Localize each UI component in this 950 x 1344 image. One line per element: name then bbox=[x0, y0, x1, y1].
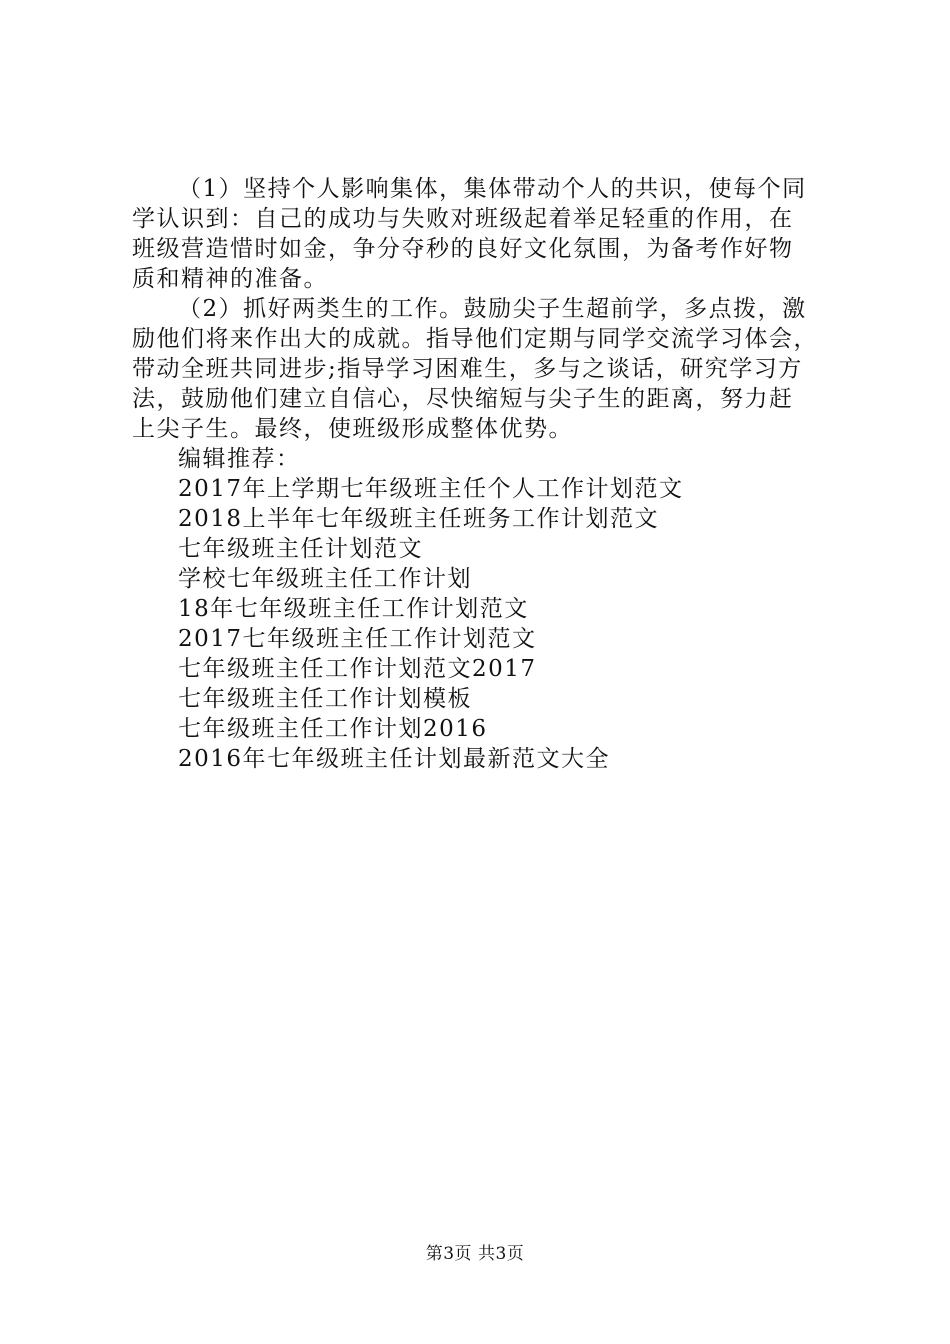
paragraph-line: （1）坚持个人影响集体，集体带动个人的共识，使每个同 bbox=[178, 176, 807, 202]
recommend-item[interactable]: 七年级班主任工作计划模板 bbox=[178, 686, 472, 712]
recommend-item[interactable]: 2017七年级班主任工作计划范文 bbox=[178, 626, 537, 652]
recommend-item[interactable]: 2018上半年七年级班主任班务工作计划范文 bbox=[178, 506, 660, 532]
paragraph-line: 学认识到：自己的成功与失败对班级起着举足轻重的作用，在 bbox=[132, 206, 794, 232]
recommend-item[interactable]: 18年七年级班主任工作计划范文 bbox=[178, 596, 529, 622]
page-total: 共3页 bbox=[477, 1244, 525, 1264]
page-number: 第3页 bbox=[425, 1244, 473, 1264]
paragraph-line: 质和精神的准备。 bbox=[132, 266, 328, 292]
paragraph-line: 法，鼓励他们建立自信心，尽快缩短与尖子生的距离，努力赶 bbox=[132, 386, 794, 412]
recommend-item[interactable]: 七年级班主任工作计划范文2017 bbox=[178, 656, 537, 682]
recommend-item[interactable]: 七年级班主任工作计划2016 bbox=[178, 716, 488, 742]
recommend-list bbox=[178, 474, 852, 774]
paragraph-2 bbox=[132, 294, 852, 444]
paragraph-line: 上尖子生。最终，使班级形成整体优势。 bbox=[132, 416, 573, 442]
page-footer bbox=[0, 1243, 950, 1265]
recommend-item[interactable]: 2017年上学期七年级班主任个人工作计划范文 bbox=[178, 476, 684, 502]
paragraph-line: （2）抓好两类生的工作。鼓励尖子生超前学，多点拨，激 bbox=[178, 296, 807, 322]
recommend-item[interactable]: 七年级班主任计划范文 bbox=[178, 536, 423, 562]
document-body bbox=[132, 174, 852, 774]
paragraph-line: 班级营造惜时如金，争分夺秒的良好文化氛围，为备考作好物 bbox=[132, 236, 794, 262]
recommend-item[interactable]: 2016年七年级班主任计划最新范文大全 bbox=[178, 746, 611, 772]
paragraph-1 bbox=[132, 174, 852, 294]
paragraph-line: 励他们将来作出大的成就。指导他们定期与同学交流学习体会， bbox=[132, 326, 818, 352]
paragraph-line: 带动全班共同进步;指导学习困难生，多与之谈话，研究学习方 bbox=[132, 356, 803, 382]
recommend-section bbox=[132, 444, 852, 774]
recommend-heading: 编辑推荐： bbox=[178, 446, 301, 472]
recommend-item[interactable]: 学校七年级班主任工作计划 bbox=[178, 566, 472, 592]
